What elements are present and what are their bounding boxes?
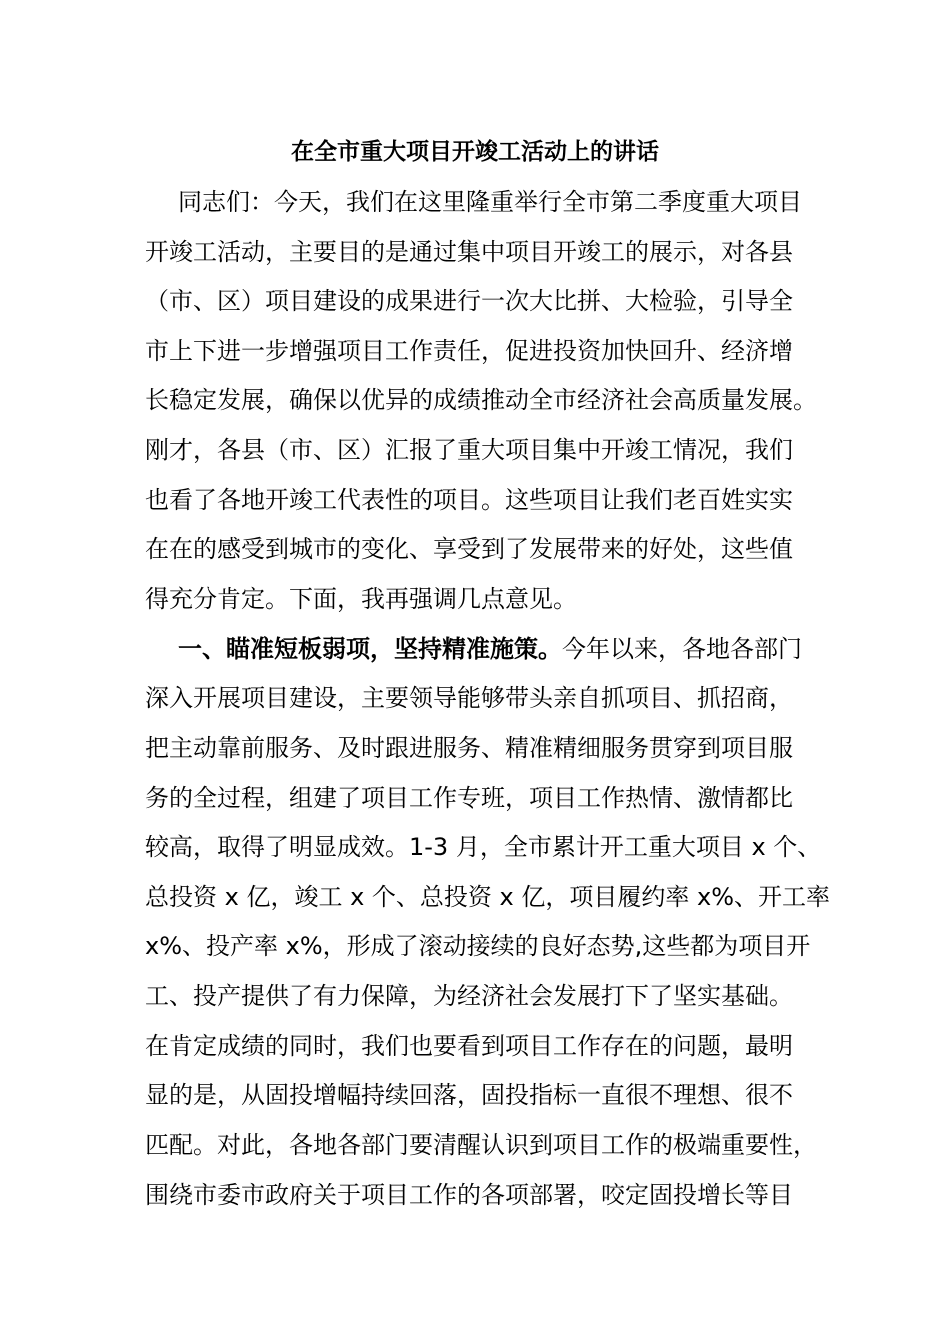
paragraph-line: 匹配。对此，各地各部门要清醒认识到项目工作的极端重要性， — [145, 1131, 817, 1159]
paragraph-line: 得充分肯定。下面，我再强调几点意见。 — [145, 585, 577, 613]
paragraph-line: （市、区）项目建设的成果进行一次大比拼、大检验，引导全 — [145, 287, 793, 315]
paragraph-line: 在肯定成绩的同时，我们也要看到项目工作存在的问题，最明 — [145, 1032, 793, 1060]
paragraph-line: 同志们：今天，我们在这里隆重举行全市第二季度重大项目 — [178, 188, 802, 216]
paragraph-line: 围绕市委市政府关于项目工作的各项部署，咬定固投增长等目 — [145, 1181, 793, 1209]
paragraph-line: 务的全过程，组建了项目工作专班，项目工作热情、激情都比 — [145, 784, 793, 812]
section-heading: 一、瞄准短板弱项，坚持精准施策。 — [178, 635, 562, 663]
paragraph-line: 长稳定发展，确保以优异的成绩推动全市经济社会高质量发展。 — [145, 386, 817, 414]
paragraph-line: 也看了各地开竣工代表性的项目。这些项目让我们老百姓实实 — [145, 486, 793, 514]
paragraph-line: 在在的感受到城市的变化、享受到了发展带来的好处，这些值 — [145, 535, 793, 563]
paragraph-line: 深入开展项目建设，主要领导能够带头亲自抓项目、抓招商， — [145, 684, 793, 712]
section-text: 今年以来，各地各部门 — [562, 635, 802, 663]
paragraph-line: 工、投产提供了有力保障，为经济社会发展打下了坚实基础。 — [145, 982, 793, 1010]
paragraph-line: x%、投产率 x%，形成了滚动接续的良好态势,这些都为项目开 — [145, 932, 811, 960]
paragraph-line: 刚才，各县（市、区）汇报了重大项目集中开竣工情况，我们 — [145, 436, 793, 464]
paragraph-line: 把主动靠前服务、及时跟进服务、精准精细服务贯穿到项目服 — [145, 734, 793, 762]
paragraph-line: 开竣工活动，主要目的是通过集中项目开竣工的展示，对各县 — [145, 238, 793, 266]
paragraph-line: 较高，取得了明显成效。1-3 月，全市累计开工重大项目 x 个、 — [145, 833, 822, 861]
paragraph-line: 总投资 x 亿，竣工 x 个、总投资 x 亿，项目履约率 x%、开工率 — [145, 883, 831, 911]
paragraph-line: 市上下进一步增强项目工作责任，促进投资加快回升、经济增 — [145, 337, 793, 365]
section-first-line — [178, 629, 802, 669]
document-title: 在全市重大项目开竣工活动上的讲话 — [291, 139, 659, 165]
paragraph-line: 显的是，从固投增幅持续回落，固投指标一直很不理想、很不 — [145, 1081, 793, 1109]
